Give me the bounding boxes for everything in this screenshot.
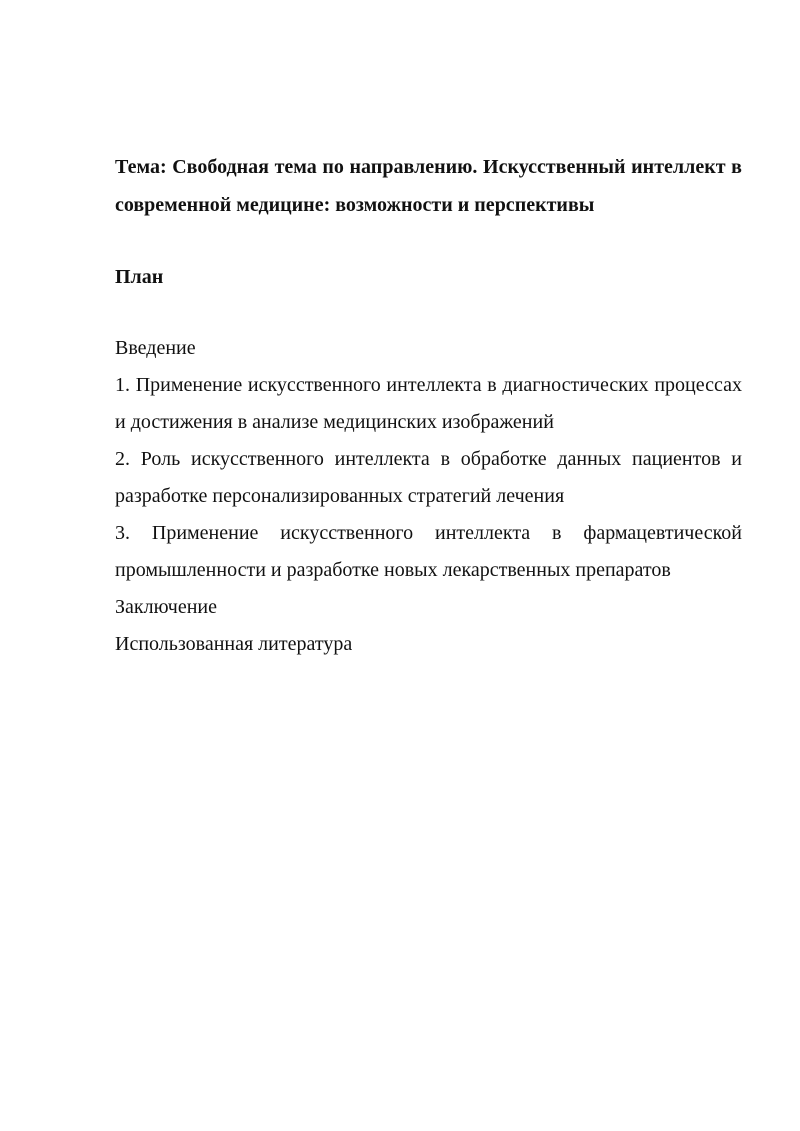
document-topic: Тема: Свободная тема по направлению. Искусственный интеллект в современной медицине: возможности и перспективы bbox=[115, 156, 742, 216]
toc-item-references: Использованная литература bbox=[115, 633, 353, 655]
toc-item-1: 1. Применение искусственного интеллекта в диагностических процессах и достижения в анализе медицинских изображений bbox=[115, 374, 742, 433]
document-page bbox=[115, 148, 742, 663]
table-of-contents bbox=[115, 330, 742, 663]
toc-item-conclusion: Заключение bbox=[115, 596, 217, 618]
toc-item-introduction: Введение bbox=[115, 337, 196, 359]
plan-heading: План bbox=[115, 266, 164, 288]
toc-item-3: 3. Применение искусственного интеллекта в фармацевтической промышленности и разработке новых лекарственных препаратов bbox=[115, 522, 742, 581]
toc-item-2: 2. Роль искусственного интеллекта в обработке данных пациентов и разработке персонализированных стратегий лечения bbox=[115, 448, 742, 507]
